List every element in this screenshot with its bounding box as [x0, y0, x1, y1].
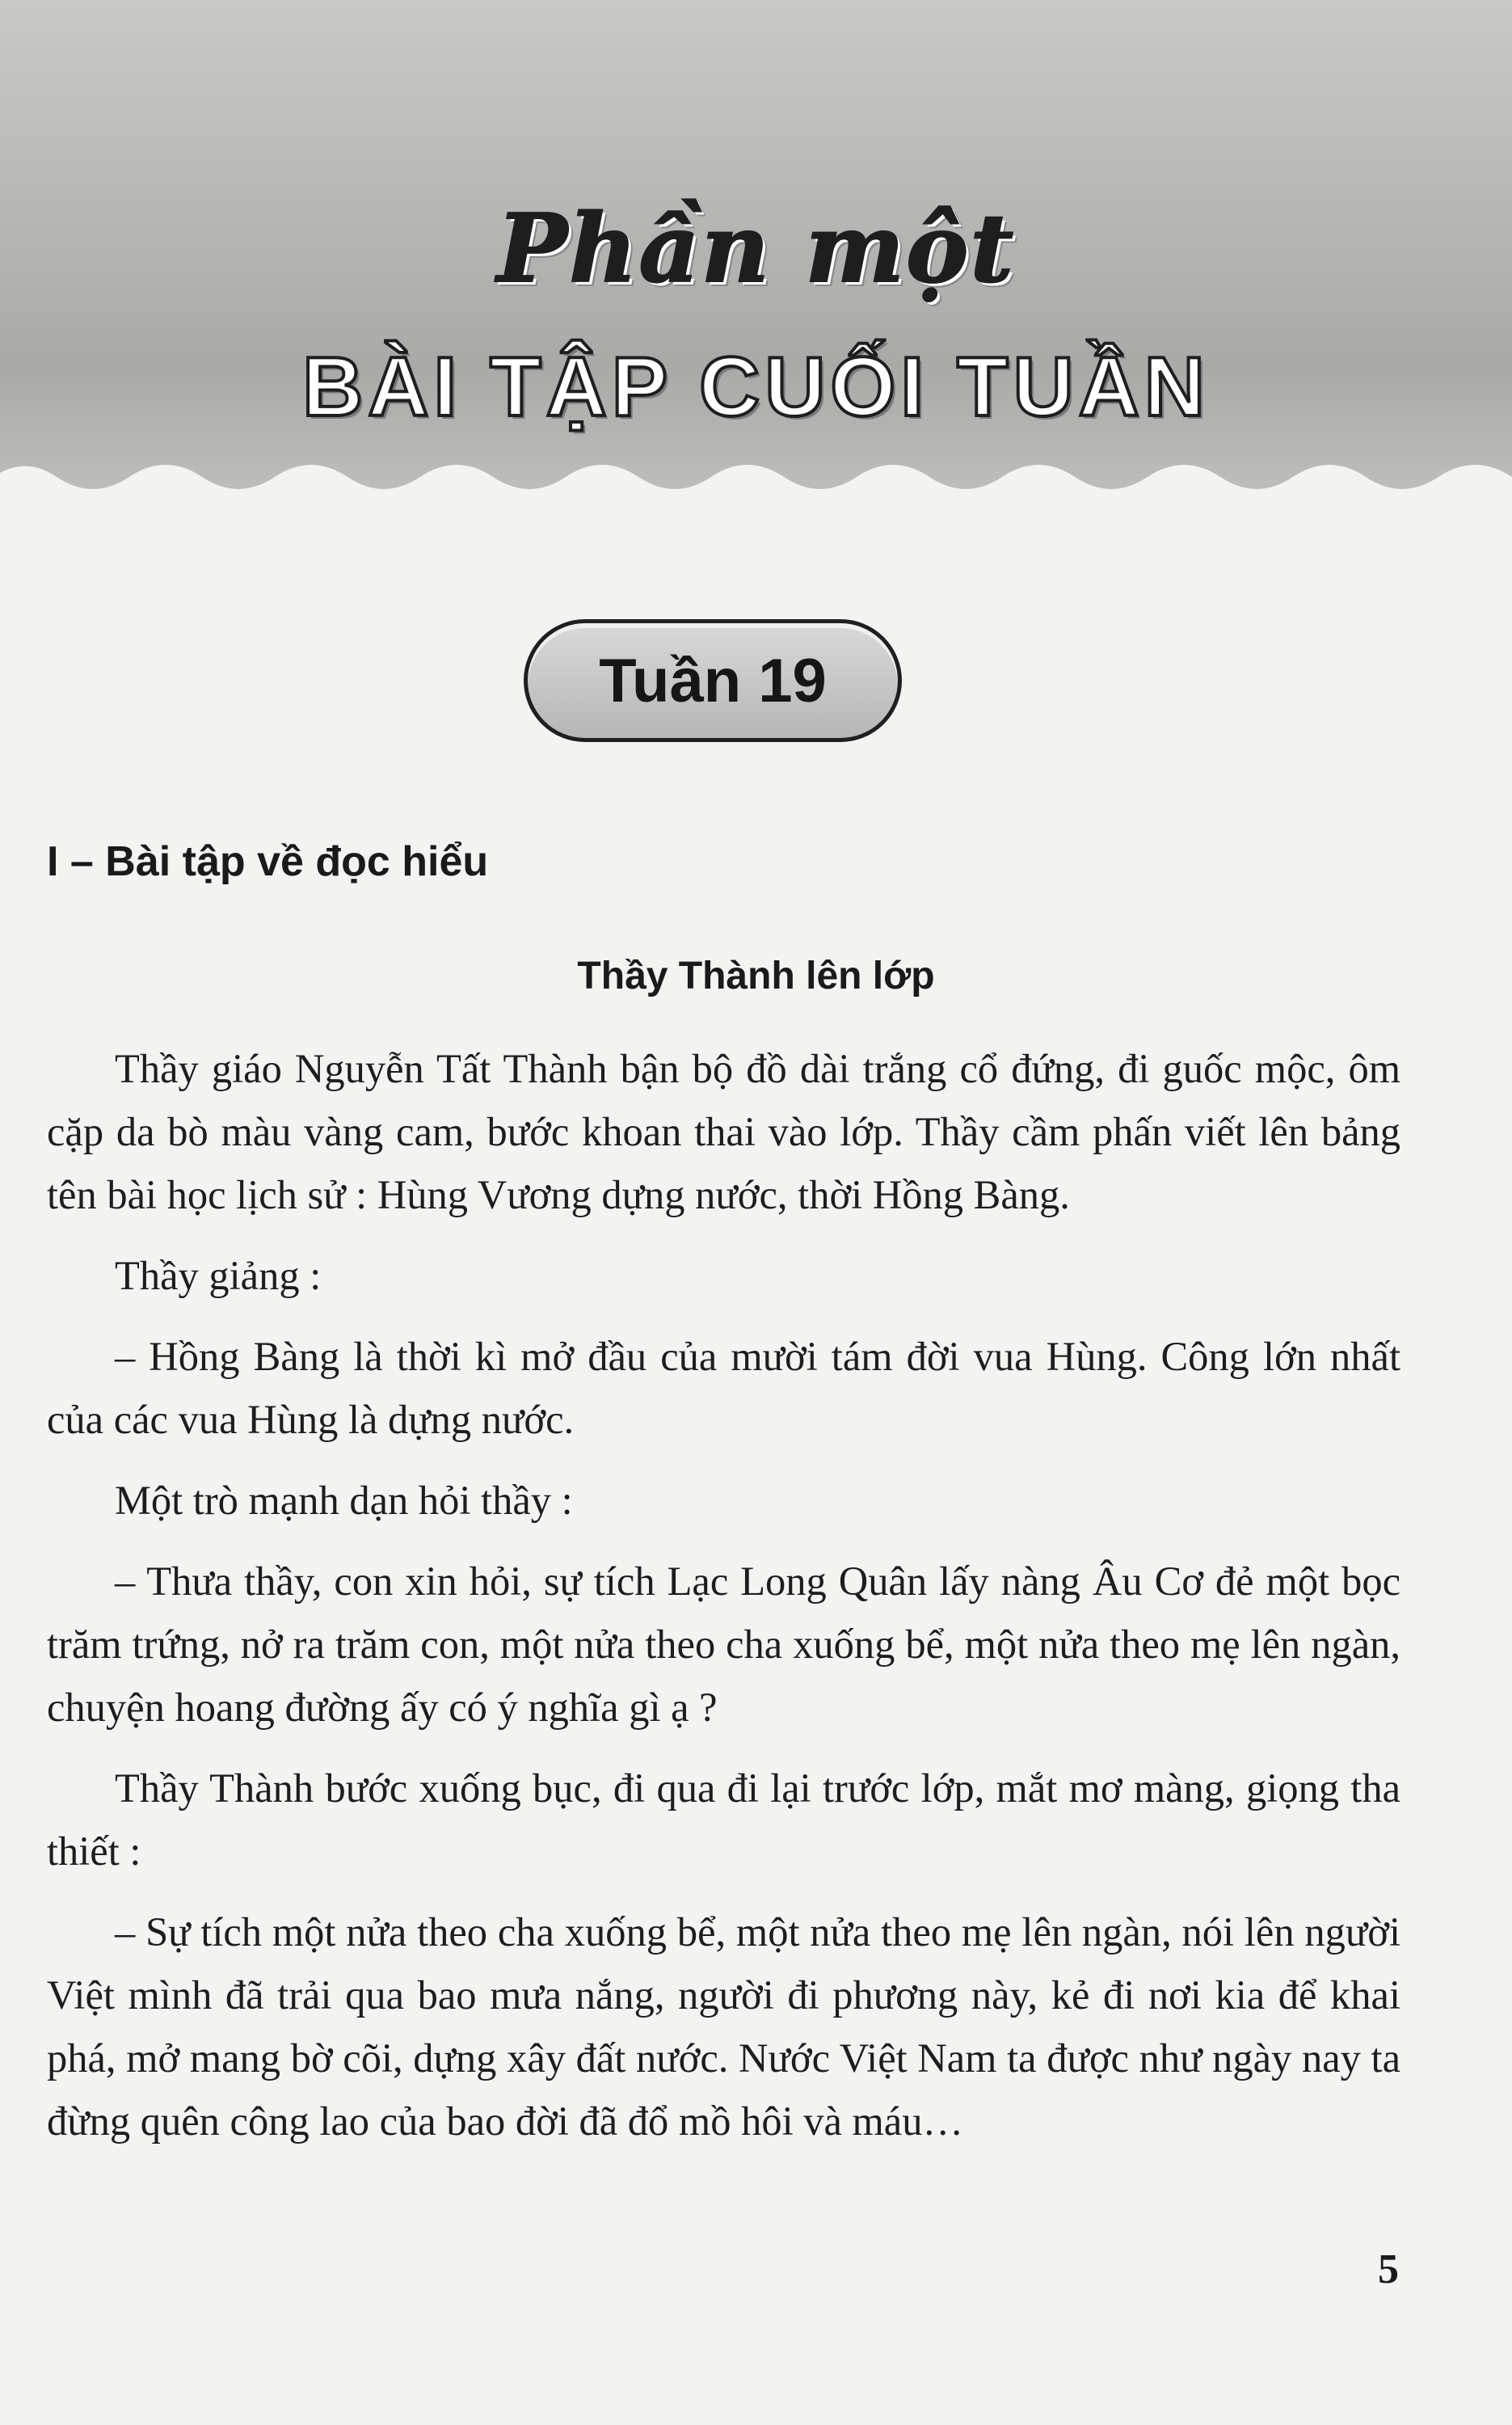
header-band — [0, 0, 1512, 517]
page-number: 5 — [1378, 2246, 1399, 2292]
story-title: Thầy Thành lên lớp — [577, 955, 935, 997]
paragraph: Thầy giảng : — [115, 1253, 322, 1298]
week-badge — [524, 619, 902, 742]
paragraph: Thầy Thành bước xuống bục, đi qua đi lại trước lớp, mắt mơ màng, giọng tha thiết : — [47, 1765, 1400, 1874]
paragraph: – Sự tích một nửa theo cha xuống bể, một nửa theo mẹ lên ngàn, nói lên người Việt mình đã trải qua bao mưa nắng, người đi phương này, kẻ đi nơi kia để khai phá, mở mang bờ cõi, dựng xây đất nước. Nước Việt Nam ta được như ngày nay ta đừng quên công lao của bao đời đã đổ mồ hôi và máu… — [47, 1909, 1400, 2144]
section-heading: I – Bài tập về đọc hiểu — [47, 838, 489, 885]
week-label: Tuần 19 — [599, 646, 827, 715]
part-script-title: Phần một — [496, 194, 1016, 304]
paragraph: – Hồng Bàng là thời kì mở đầu của mười tám đời vua Hùng. Công lớn nhất của các vua Hùng là dựng nước. — [47, 1334, 1400, 1442]
paragraph: – Thưa thầy, con xin hỏi, sự tích Lạc Long Quân lấy nàng Âu Cơ đẻ một bọc trăm trứng, nở ra trăm con, một nửa theo cha xuống bể, một nửa theo mẹ lên ngàn, chuyện hoang đường ấy có ý nghĩa gì ạ ? — [47, 1558, 1400, 1730]
part-main-title: BÀI TẬP CUỐI TUẦN — [302, 340, 1210, 434]
story-body — [47, 1037, 1400, 2153]
paragraph: Một trò mạnh dạn hỏi thầy : — [115, 1478, 573, 1523]
paragraph: Thầy giáo Nguyễn Tất Thành bận bộ đồ dài trắng cổ đứng, đi guốc mộc, ôm cặp da bò màu vàng cam, bước khoan thai vào lớp. Thầy cầm phấn viết lên bảng tên bài học lịch sử : Hùng Vương dựng nước, thời Hồng Bàng. — [47, 1046, 1400, 1217]
